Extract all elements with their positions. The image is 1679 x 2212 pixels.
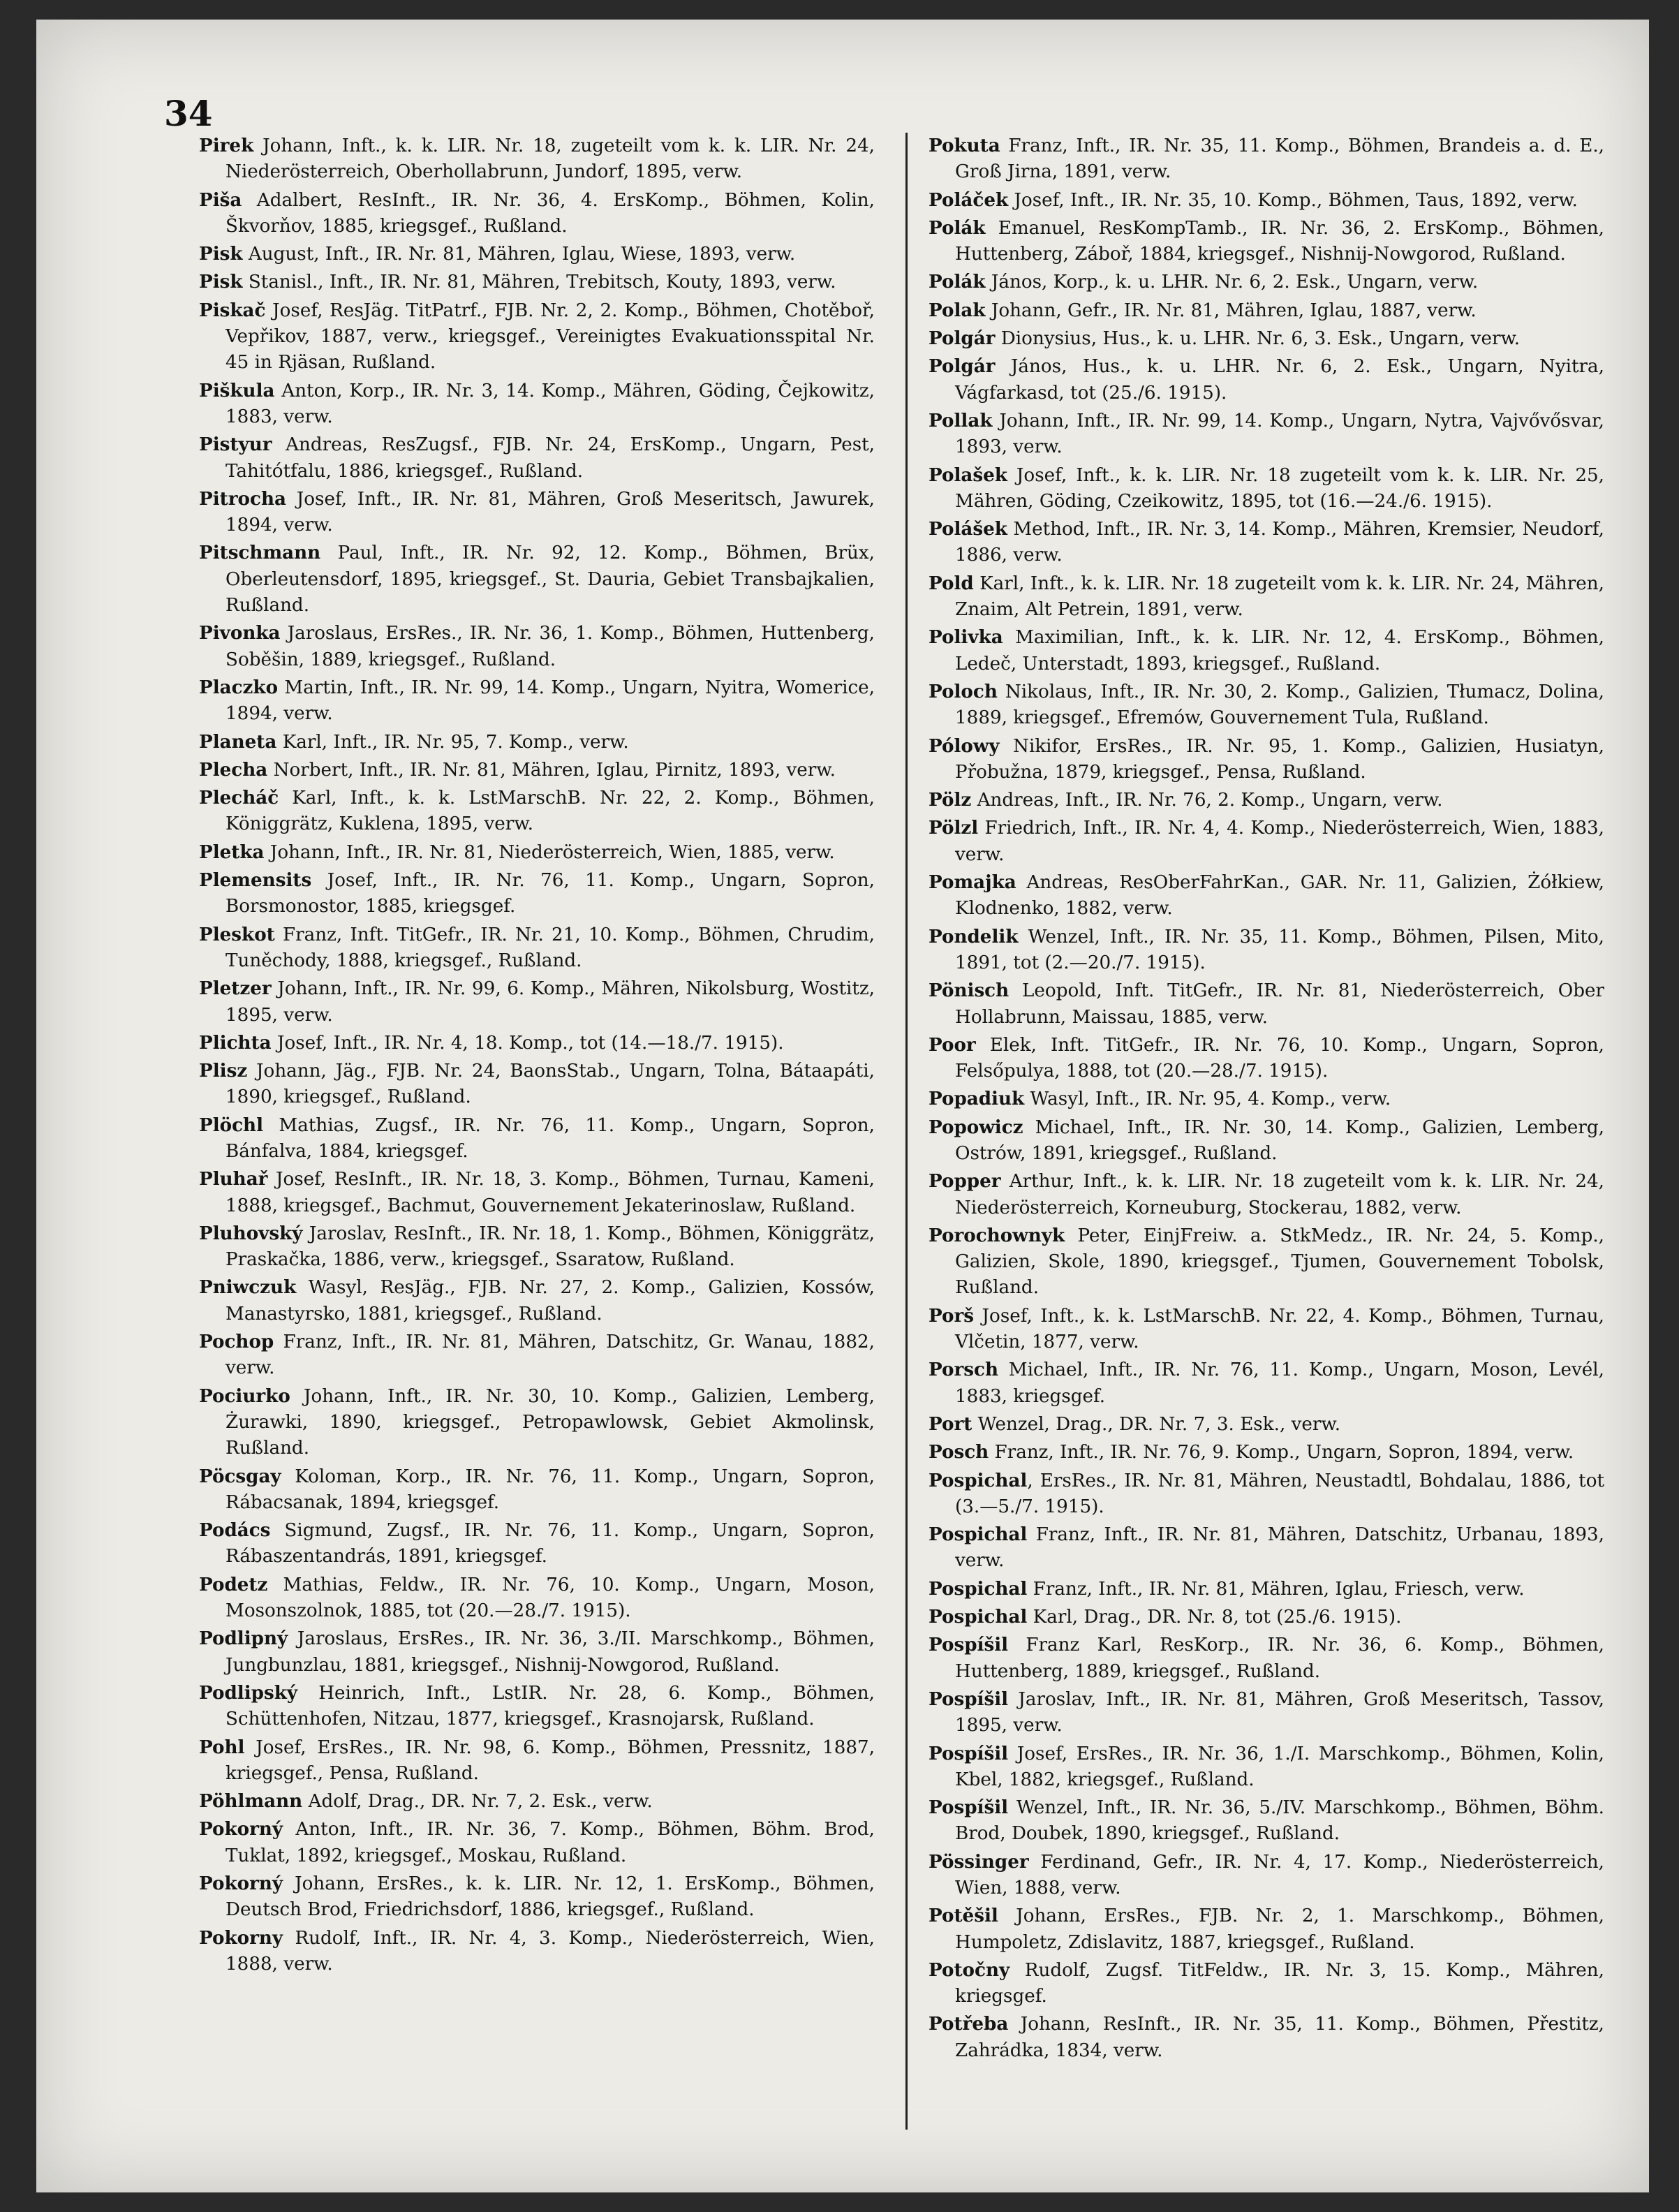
roster-entry	[199, 867, 875, 920]
entry-surname: Polak	[929, 299, 986, 321]
entry-details: Anton, Inft., IR. Nr. 36, 7. Komp., Böhmen, Böhm. Brod, Tuklat, 1892, kriegsgef., Moskau, Rußland.	[225, 1819, 875, 1866]
roster-entry	[929, 297, 1604, 324]
entry-details: Johann, Inft., IR. Nr. 99, 14. Komp., Ungarn, Nytra, Vajvővősvar, 1893, verw.	[955, 410, 1604, 458]
entry-details: Nikifor, ErsRes., IR. Nr. 95, 1. Komp., Galizien, Husiatyn, Přobužna, 1879, kriegsgef., Pensa, Rußland.	[955, 735, 1604, 783]
roster-entry	[199, 1625, 875, 1679]
entry-surname: Podács	[199, 1519, 271, 1542]
entry-details: Franz Karl, ResKorp., IR. Nr. 36, 6. Komp., Böhmen, Huttenberg, 1889, kriegsgef., Rußland.	[955, 1635, 1604, 1682]
entry-details: , ErsRes., IR. Nr. 81, Mähren, Neustadtl, Bohdalau, 1886, tot (3.—5./7. 1915).	[955, 1470, 1604, 1517]
entry-details: Elek, Inft. TitGefr., IR. Nr. 76, 10. Komp., Ungarn, Sopron, Felsőpulya, 1888, tot (20.—28./7. 1915).	[955, 1034, 1604, 1082]
entry-surname: Pokuta	[929, 135, 1000, 156]
roster-entry	[199, 1274, 875, 1327]
roster-entry	[929, 1794, 1604, 1848]
entry-details: Josef, Inft., IR. Nr. 76, 11. Komp., Ungarn, Sopron, Borsmonostor, 1885, kriegsgef.	[225, 870, 875, 917]
roster-entry	[929, 1114, 1604, 1167]
entry-details: Adalbert, ResInft., IR. Nr. 36, 4. ErsKomp., Böhmen, Kolin, Škvorňov, 1885, kriegsgef., Rußland.	[225, 189, 875, 237]
entry-surname: Polivka	[929, 626, 1003, 649]
entry-surname: Polgár	[929, 327, 996, 350]
entry-details: Peter, EinjFreiw. a. StkMedz., IR. Nr. 24, 5. Komp., Galizien, Skole, 1890, kriegsgef., Tjumen, Gouvernement Tobolsk, Rußland.	[955, 1225, 1604, 1299]
roster-entry	[199, 1680, 875, 1733]
entry-surname: Pönisch	[929, 980, 1009, 1002]
roster-entry	[199, 1734, 875, 1787]
entry-surname: Pisk	[199, 243, 243, 265]
entry-surname: Piskač	[199, 299, 266, 321]
entry-surname: Pistyur	[199, 434, 272, 456]
roster-entry	[929, 733, 1604, 786]
roster-entry	[929, 1032, 1604, 1085]
entry-surname: Pölzl	[929, 817, 979, 839]
entry-details: Franz, Inft., IR. Nr. 81, Mähren, Datschitz, Urbanau, 1893, verw.	[955, 1524, 1604, 1572]
entry-surname: Popowicz	[929, 1116, 1023, 1138]
entry-surname: Plecháč	[199, 787, 279, 809]
entry-surname: Polák	[929, 216, 986, 239]
roster-entry	[199, 1221, 875, 1274]
roster-entry	[199, 1058, 875, 1111]
entry-surname: Posch	[929, 1441, 989, 1463]
entry-details: Sigmund, Zugsf., IR. Nr. 76, 11. Komp., Ungarn, Sopron, Rábaszentandrás, 1891, kriegsgef.	[225, 1520, 875, 1568]
roster-entry	[199, 1030, 875, 1056]
entry-surname: Pospíšil	[929, 1742, 1009, 1764]
entry-details: Andreas, ResOberFahrKan., GAR. Nr. 11, Galizien, Żółkiew, Klodnenko, 1882, verw.	[955, 872, 1604, 920]
entry-details: János, Hus., k. u. LHR. Nr. 6, 2. Esk., Ungarn, Nyitra, Vágfarkasd, tot (25./6. 1915).	[955, 356, 1604, 404]
entry-details: Nikolaus, Inft., IR. Nr. 30, 2. Komp., Galizien, Tłumacz, Dolina, 1889, kriegsgef., Efremów, Gouvernement Tula, Rußland.	[955, 681, 1604, 729]
entry-details: Mathias, Feldw., IR. Nr. 76, 10. Komp., Ungarn, Moson, Mosonszolnok, 1885, tot (20.—28./7. 1915).	[225, 1574, 875, 1622]
entry-details: Josef, Inft., IR. Nr. 81, Mähren, Groß Meseritsch, Jawurek, 1894, verw.	[225, 488, 875, 536]
entry-surname: Pisk	[199, 271, 243, 293]
roster-entry	[199, 1925, 875, 1978]
roster-entry	[929, 1957, 1604, 2010]
entry-details: Rudolf, Inft., IR. Nr. 4, 3. Komp., Niederösterreich, Wien, 1888, verw.	[225, 1927, 875, 1975]
entry-details: Mathias, Zugsf., IR. Nr. 76, 11. Komp., Ungarn, Sopron, Bánfalva, 1884, kriegsgef.	[225, 1114, 875, 1162]
left-column	[199, 133, 875, 2131]
roster-entry	[199, 1383, 875, 1462]
roster-entry	[929, 1903, 1604, 1956]
entry-surname: Polgár	[929, 355, 996, 378]
entry-details: Michael, Inft., IR. Nr. 30, 14. Komp., Galizien, Lemberg, Ostrów, 1891, kriegsgef., Rußland.	[955, 1116, 1604, 1164]
roster-entry	[199, 133, 875, 186]
entry-details: Rudolf, Zugsf. TitFeldw., IR. Nr. 3, 15. Komp., Mähren, kriegsgef.	[955, 1959, 1604, 2007]
entry-surname: Pletka	[199, 841, 265, 863]
entry-surname: Piškula	[199, 379, 275, 401]
entry-details: Martin, Inft., IR. Nr. 99, 14. Komp., Ungarn, Nyitra, Womerice, 1894, verw.	[225, 677, 875, 725]
roster-entry	[929, 787, 1604, 813]
entry-surname: Pospíšil	[929, 1634, 1009, 1656]
roster-entry	[199, 1166, 875, 1219]
entry-details: Leopold, Inft. TitGefr., IR. Nr. 81, Niederösterreich, Ober Hollabrunn, Maissau, 1885, verw.	[955, 980, 1604, 1028]
roster-entry	[929, 924, 1604, 977]
entry-details: Anton, Korp., IR. Nr. 3, 14. Komp., Mähren, Göding, Čejkowitz, 1883, verw.	[225, 380, 875, 427]
roster-entry	[929, 1168, 1604, 1221]
entry-surname: Pold	[929, 572, 974, 594]
entry-surname: Polašek	[929, 464, 1007, 486]
entry-details: Johann, Inft., IR. Nr. 99, 6. Komp., Mähren, Nikolsburg, Wostitz, 1895, verw.	[225, 978, 875, 1026]
entry-details: Franz, Inft., IR. Nr. 35, 11. Komp., Böhmen, Brandeis a. d. E., Groß Jirna, 1891, verw.	[955, 135, 1604, 183]
entry-surname: Potočny	[929, 1959, 1010, 1981]
roster-entry	[199, 1517, 875, 1570]
roster-entry	[199, 187, 875, 240]
entry-details: Stanisl., Inft., IR. Nr. 81, Mähren, Trebitsch, Kouty, 1893, verw.	[242, 272, 836, 293]
roster-entry	[929, 624, 1604, 677]
entry-surname: Pössinger	[929, 1850, 1029, 1873]
entry-surname: Potřeba	[929, 2013, 1009, 2035]
roster-entry	[929, 1439, 1604, 1466]
entry-details: Wenzel, Inft., IR. Nr. 35, 11. Komp., Böhmen, Pilsen, Mito, 1891, tot (2.—20./7. 1915).	[955, 926, 1604, 973]
column-divider	[905, 133, 908, 2130]
entry-details: Friedrich, Inft., IR. Nr. 4, 4. Komp., Niederösterreich, Wien, 1883, verw.	[955, 818, 1604, 865]
roster-entry	[929, 353, 1604, 406]
entry-details: Wasyl, Inft., IR. Nr. 95, 4. Komp., verw.	[1024, 1089, 1391, 1110]
roster-entry	[929, 679, 1604, 732]
entry-details: Johann, Inft., IR. Nr. 30, 10. Komp., Galizien, Lemberg, Żurawki, 1890, kriegsgef., Petropawlowsk, Gebiet Akmolinsk, Rußland.	[225, 1385, 875, 1459]
entry-details: Karl, Inft., k. k. LIR. Nr. 18 zugeteilt vom k. k. LIR. Nr. 24, Mähren, Znaim, Alt Petrein, 1891, verw.	[955, 573, 1604, 621]
entry-surname: Pokorný	[199, 1873, 283, 1894]
entry-surname: Polák	[929, 271, 986, 293]
entry-surname: Plemensits	[199, 869, 312, 892]
roster-entry	[929, 1576, 1604, 1602]
entry-surname: Pirek	[199, 135, 254, 156]
roster-entry	[199, 486, 875, 539]
entry-details: Wenzel, Drag., DR. Nr. 7, 3. Esk., verw.	[972, 1413, 1341, 1435]
entry-details: Koloman, Korp., IR. Nr. 76, 11. Komp., Ungarn, Sopron, Rábacsanak, 1894, kriegsgef.	[225, 1466, 875, 1513]
entry-details: Andreas, Inft., IR. Nr. 76, 2. Komp., Ungarn, verw.	[971, 790, 1443, 811]
entry-details: Josef, ErsRes., IR. Nr. 36, 1./I. Marschkomp., Böhmen, Kolin, Kbel, 1882, kriegsgef., Rußland.	[955, 1743, 1604, 1790]
entry-surname: Pluhař	[199, 1168, 268, 1190]
entry-details: Dionysius, Hus., k. u. LHR. Nr. 6, 3. Esk., Ungarn, verw.	[995, 328, 1521, 350]
roster-entry	[199, 674, 875, 728]
entry-surname: Pitschmann	[199, 542, 321, 564]
entry-surname: Poor	[929, 1033, 976, 1056]
entry-surname: Popadiuk	[929, 1088, 1025, 1110]
roster-entry	[929, 1468, 1604, 1521]
entry-details: János, Korp., k. u. LHR. Nr. 6, 2. Esk., Ungarn, verw.	[985, 272, 1479, 293]
entry-details: Michael, Inft., IR. Nr. 76, 11. Komp., Ungarn, Moson, Levél, 1883, kriegsgef.	[955, 1359, 1604, 1407]
entry-surname: Plisz	[199, 1060, 248, 1082]
entry-surname: Pluhovský	[199, 1222, 303, 1244]
roster-entry	[929, 815, 1604, 868]
entry-details: Wenzel, Inft., IR. Nr. 36, 5./IV. Marschkomp., Böhmen, Böhm. Brod, Doubek, 1890, kriegsgef., Rußland.	[955, 1797, 1604, 1845]
entry-surname: Pospíšil	[929, 1688, 1009, 1710]
entry-surname: Pohl	[199, 1736, 245, 1758]
entry-details: Franz, Inft., IR. Nr. 81, Mähren, Iglau, Friesch, verw.	[1027, 1578, 1525, 1600]
entry-surname: Pitrocha	[199, 487, 286, 510]
entry-details: Johann, Inft., k. k. LIR. Nr. 18, zugeteilt vom k. k. LIR. Nr. 24, Niederösterreich, Oberhollabrunn, Jundorf, 1895, verw.	[225, 135, 875, 183]
entry-surname: Porochownyk	[929, 1224, 1065, 1246]
roster-entry	[929, 1303, 1604, 1356]
roster-entry	[929, 1357, 1604, 1410]
roster-entry	[199, 729, 875, 755]
entry-details: Method, Inft., IR. Nr. 3, 14. Komp., Mähren, Kremsier, Neudorf, 1886, verw.	[955, 519, 1604, 566]
entry-surname: Pociurko	[199, 1385, 290, 1407]
roster-entry	[199, 922, 875, 975]
roster-entry	[929, 1521, 1604, 1575]
roster-entry	[929, 2011, 1604, 2064]
entry-details: August, Inft., IR. Nr. 81, Mähren, Iglau, Wiese, 1893, verw.	[242, 244, 796, 265]
entry-details: Josef, ResInft., IR. Nr. 18, 3. Komp., Böhmen, Turnau, Kameni, 1888, kriegsgef., Bachmut, Gouvernement Jekaterinoslaw, Rußland.	[225, 1169, 875, 1216]
entry-details: Heinrich, Inft., LstIR. Nr. 28, 6. Komp., Böhmen, Schüttenhofen, Nitzau, 1877, kriegsgef., Krasnojarsk, Rußland.	[225, 1682, 875, 1730]
entry-surname: Pöcsgay	[199, 1465, 281, 1487]
entry-details: Franz, Inft., IR. Nr. 81, Mähren, Datschitz, Gr. Wanau, 1882, verw.	[225, 1332, 875, 1379]
entry-surname: Pospichal	[929, 1577, 1028, 1600]
entry-surname: Port	[929, 1413, 972, 1435]
entry-surname: Pokorný	[199, 1818, 283, 1841]
entry-details: Johann, ErsRes., k. k. LIR. Nr. 12, 1. ErsKomp., Böhmen, Deutsch Brod, Friedrichsdorf, 1886, kriegsgef., Rußland.	[225, 1873, 875, 1921]
entry-surname: Planeta	[199, 730, 277, 753]
entry-surname: Pokorny	[199, 1926, 283, 1949]
entry-details: Karl, Inft., k. k. LstMarschB. Nr. 22, 2. Komp., Böhmen, Königgrätz, Kuklena, 1895, verw.	[225, 788, 875, 835]
roster-entry	[929, 1411, 1604, 1438]
roster-entry	[199, 785, 875, 838]
roster-entry	[199, 1112, 875, 1165]
entry-details: Josef, ErsRes., IR. Nr. 98, 6. Komp., Böhmen, Pressnitz, 1887, kriegsgef., Pensa, Rußland.	[225, 1737, 875, 1784]
entry-details: Josef, Inft., k. k. LIR. Nr. 18 zugeteilt vom k. k. LIR. Nr. 25, Mähren, Göding, Czeikowitz, 1895, tot (16.—24./6. 1915).	[955, 464, 1604, 512]
entry-surname: Piša	[199, 189, 242, 211]
entry-surname: Pólowy	[929, 735, 1000, 757]
roster-entry	[929, 570, 1604, 624]
roster-entry	[199, 839, 875, 866]
roster-entry	[929, 978, 1604, 1031]
entry-details: Adolf, Drag., DR. Nr. 7, 2. Esk., verw.	[302, 1791, 653, 1813]
entry-surname: Polášek	[929, 518, 1007, 540]
entry-details: Josef, ResJäg. TitPatrf., FJB. Nr. 2, 2. Komp., Böhmen, Chotěboř, Vepřikov, 1887, verw., kriegsgef., Vereinigtes Evakuationsspital Nr. 45 in Rjäsan, Rußland.	[225, 300, 875, 374]
roster-entry	[199, 975, 875, 1028]
entry-surname: Pletzer	[199, 978, 272, 1000]
entry-surname: Podetz	[199, 1573, 268, 1595]
entry-surname: Pölz	[929, 789, 972, 811]
roster-entry	[929, 1632, 1604, 1685]
entry-details: Johann, ResInft., IR. Nr. 35, 11. Komp., Böhmen, Přestitz, Zahrádka, 1834, verw.	[955, 2014, 1604, 2061]
entry-surname: Podlipský	[199, 1681, 298, 1704]
roster-entry	[199, 1816, 875, 1869]
entry-details: Jaroslaus, ErsRes., IR. Nr. 36, 3./II. Marschkomp., Böhmen, Jungbunzlau, 1881, kriegsgef., Nishnij-Nowgorod, Rußland.	[225, 1628, 875, 1676]
entry-details: Johann, Inft., IR. Nr. 81, Niederösterreich, Wien, 1885, verw.	[264, 841, 835, 863]
entry-surname: Plichta	[199, 1031, 272, 1054]
entry-surname: Pondelik	[929, 925, 1019, 948]
roster-entry	[199, 378, 875, 431]
entry-surname: Pniwczuk	[199, 1276, 297, 1299]
roster-entry	[199, 540, 875, 619]
entry-surname: Pochop	[199, 1331, 274, 1353]
document-page	[36, 20, 1649, 2192]
roster-entry	[199, 297, 875, 376]
entry-surname: Pomajka	[929, 871, 1016, 894]
roster-entry	[199, 757, 875, 783]
entry-surname: Porš	[929, 1304, 974, 1327]
roster-entry	[199, 1463, 875, 1517]
roster-entry	[929, 215, 1604, 268]
entry-details: Maximilian, Inft., k. k. LIR. Nr. 12, 4. ErsKomp., Böhmen, Ledeč, Unterstadt, 1893, kriegsgef., Rußland.	[955, 627, 1604, 674]
roster-entry	[929, 462, 1604, 515]
entry-surname: Pleskot	[199, 923, 275, 945]
entry-surname: Popper	[929, 1170, 1001, 1193]
entry-surname: Placzko	[199, 676, 279, 698]
roster-entry	[199, 620, 875, 673]
entry-details: Franz, Inft. TitGefr., IR. Nr. 21, 10. Komp., Böhmen, Chrudim, Tuněchody, 1888, kriegsgef., Rußland.	[225, 924, 875, 971]
entry-details: Johann, ErsRes., FJB. Nr. 2, 1. Marschkomp., Böhmen, Humpoletz, Zdislavitz, 1887, kriegsgef., Rußland.	[955, 1905, 1604, 1953]
entry-details: Paul, Inft., IR. Nr. 92, 12. Komp., Böhmen, Brüx, Oberleutensdorf, 1895, kriegsgef., St. Dauria, Gebiet Transbajkalien, Rußland.	[225, 543, 875, 617]
roster-entry	[199, 269, 875, 295]
entry-details: Andreas, ResZugsf., FJB. Nr. 24, ErsKomp., Ungarn, Pest, Tahitótfalu, 1886, kriegsgef., Rußland.	[225, 434, 875, 482]
entry-details: Josef, Inft., IR. Nr. 35, 10. Komp., Böhmen, Taus, 1892, verw.	[1008, 189, 1578, 211]
entry-details: Karl, Inft., IR. Nr. 95, 7. Komp., verw.	[276, 731, 629, 753]
entry-details: Josef, Inft., IR. Nr. 4, 18. Komp., tot (14.—18./7. 1915).	[271, 1032, 784, 1054]
roster-entry	[929, 1604, 1604, 1630]
roster-entry	[929, 1223, 1604, 1302]
entry-surname: Plecha	[199, 758, 268, 781]
page-number: 34	[164, 93, 213, 134]
entry-surname: Poloch	[929, 680, 998, 702]
entry-surname: Porsch	[929, 1359, 998, 1381]
entry-details: Ferdinand, Gefr., IR. Nr. 4, 17. Komp., Niederösterreich, Wien, 1888, verw.	[955, 1851, 1604, 1898]
roster-entry	[929, 408, 1604, 461]
entry-surname: Poláček	[929, 189, 1009, 211]
roster-entry	[929, 869, 1604, 922]
entry-surname: Pospíšil	[929, 1797, 1009, 1819]
entry-details: Jaroslav, ResInft., IR. Nr. 18, 1. Komp., Böhmen, Königgrätz, Praskačka, 1886, verw., kriegsgef., Ssaratow, Rußland.	[225, 1223, 875, 1271]
roster-entry	[929, 133, 1604, 186]
entry-details: Norbert, Inft., IR. Nr. 81, Mähren, Iglau, Pirnitz, 1893, verw.	[267, 759, 836, 781]
entry-surname: Plöchl	[199, 1114, 264, 1136]
entry-surname: Potěšil	[929, 1905, 998, 1927]
roster-entry	[929, 1086, 1604, 1112]
entry-details: Arthur, Inft., k. k. LIR. Nr. 18 zugeteilt vom k. k. LIR. Nr. 24, Niederösterreich, Korneuburg, Stockerau, 1882, verw.	[955, 1171, 1604, 1218]
entry-details: Franz, Inft., IR. Nr. 76, 9. Komp., Ungarn, Sopron, 1894, verw.	[989, 1442, 1574, 1463]
entry-surname: Podlipný	[199, 1628, 288, 1650]
entry-details: Wasyl, ResJäg., FJB. Nr. 27, 2. Komp., Galizien, Kossów, Manastyrsko, 1881, kriegsgef., Rußland.	[225, 1277, 875, 1325]
entry-surname: Pospichal	[929, 1606, 1028, 1628]
roster-entry	[199, 1788, 875, 1815]
entry-details: Emanuel, ResKompTamb., IR. Nr. 36, 2. ErsKomp., Böhmen, Huttenberg, Záboř, 1884, kriegsgef., Nishnij-Nowgorod, Rußland.	[955, 217, 1604, 265]
roster-entry	[929, 516, 1604, 569]
right-column	[929, 133, 1604, 2109]
entry-details: Johann, Gefr., IR. Nr. 81, Mähren, Iglau, 1887, verw.	[985, 300, 1477, 321]
roster-entry	[199, 1329, 875, 1382]
entry-details: Jaroslav, Inft., IR. Nr. 81, Mähren, Groß Meseritsch, Tassov, 1895, verw.	[955, 1688, 1604, 1737]
roster-entry	[929, 1741, 1604, 1794]
entry-details: Jaroslaus, ErsRes., IR. Nr. 36, 1. Komp., Böhmen, Huttenberg, Soběšin, 1889, kriegsgef., Rußland.	[225, 623, 875, 670]
entry-details: Josef, Inft., k. k. LstMarschB. Nr. 22, 4. Komp., Böhmen, Turnau, Vlčetin, 1877, verw.	[955, 1305, 1604, 1353]
roster-entry	[929, 187, 1604, 214]
roster-entry	[199, 1871, 875, 1924]
roster-entry	[199, 1572, 875, 1625]
roster-entry	[929, 269, 1604, 295]
entry-surname: Pivonka	[199, 622, 281, 644]
roster-entry	[929, 1849, 1604, 1902]
entry-details: Karl, Drag., DR. Nr. 8, tot (25./6. 1915).	[1027, 1607, 1402, 1628]
entry-details: Johann, Jäg., FJB. Nr. 24, BaonsStab., Ungarn, Tolna, Bátaapáti, 1890, kriegsgef., Rußland.	[225, 1061, 875, 1108]
roster-entry	[199, 241, 875, 267]
entry-surname: Pospichal	[929, 1469, 1028, 1491]
roster-entry	[929, 1686, 1604, 1739]
entry-surname: Pospichal	[929, 1524, 1028, 1546]
entry-surname: Pollak	[929, 409, 993, 432]
roster-entry	[199, 432, 875, 485]
roster-entry	[929, 325, 1604, 352]
entry-surname: Pöhlmann	[199, 1790, 303, 1813]
